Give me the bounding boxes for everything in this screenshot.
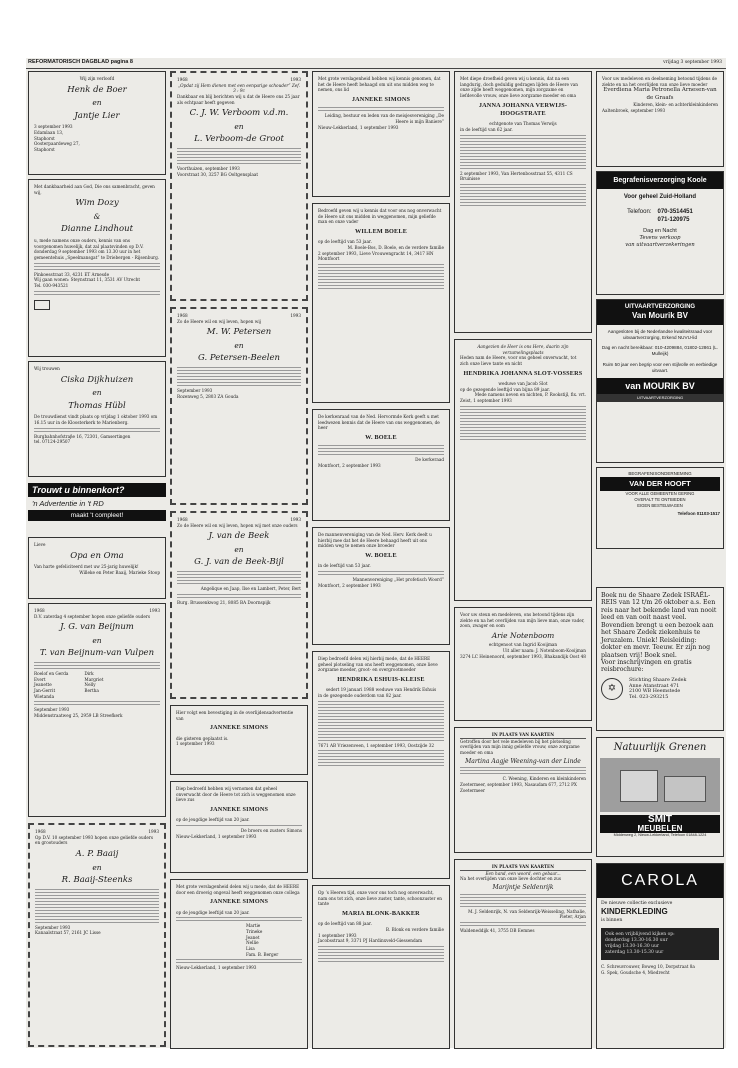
year-end: 1993 bbox=[290, 517, 301, 522]
subtext-2: op de gezegende leeftijd van bijna 89 jaar. bbox=[460, 386, 550, 392]
address: Voorstraat 30, 3257 BG Ooltgensplaat bbox=[177, 171, 259, 177]
deceased-name: JANNA JOHANNA VERWIJS-HOOGSTRATE bbox=[478, 101, 568, 118]
slogan: Dag en Nacht bbox=[643, 227, 677, 234]
death-notice-blonk bbox=[312, 885, 450, 1049]
address: Pinkoesstraat 33, 4231 ET Arnesde bbox=[34, 271, 110, 277]
address: 3274 LC Heinenoord, september 1993, Bhakandijk Oost 48 bbox=[460, 653, 586, 659]
date: Voorthuizen, september 1993 bbox=[177, 165, 240, 171]
hooft-title: VAN DER HOOFT bbox=[600, 477, 720, 491]
child-name: Nelly bbox=[84, 682, 96, 688]
org-address: Anne Atanstraat 471 bbox=[629, 683, 680, 689]
signature: M. Boele-Bos, D. Boele, en de verdere familie bbox=[347, 245, 444, 251]
body-text: Voor uw medeleven en deelneming betoond tijdens de ziekte en na het overlijden van onze lieve moeder bbox=[602, 76, 718, 87]
body-text: Heden nam de Heere, voor ons geheel onverwacht, tot zich onze lieve tante en nicht bbox=[460, 355, 577, 367]
body-text: Hier volgt een bevestiging in de overlijdensadvertentie van bbox=[176, 710, 294, 721]
date: 3 september 1993 bbox=[34, 124, 73, 130]
name-1: J. van de Beek bbox=[208, 531, 270, 542]
address: Jacobsstraat 9, 3371 PJ Hardinxveld-Giessendam bbox=[318, 938, 423, 944]
body-text: Van harte gefeliciteerd met uw 25-jarig huwelijk! bbox=[34, 564, 139, 570]
body-text: Op ’s Heeren tijd, onze voor ons toch nog onverwacht, nam ons tot zich, onze lieve zuster, tante, schoonzuster en tante bbox=[318, 890, 442, 907]
carola-brand: CAROLA bbox=[597, 864, 723, 898]
child-name: Roelof en Gerda bbox=[34, 670, 69, 676]
person-name: Arie Notenboom bbox=[491, 631, 555, 641]
newspaper-page bbox=[26, 58, 726, 1048]
year-end: 1993 bbox=[290, 77, 301, 82]
signature: Mannenvereniging „Het profetisch Woord” bbox=[352, 577, 444, 583]
anniversary-verboom bbox=[170, 71, 308, 301]
anniversary-greeting bbox=[28, 537, 166, 599]
rd-advert-line-3: maakt 't compleet! bbox=[28, 510, 166, 521]
van-der-hooft-advert bbox=[596, 467, 724, 549]
date: 1 september 1993 bbox=[176, 741, 215, 747]
death-notice-eshuis bbox=[312, 651, 450, 879]
child-name: Wietanda bbox=[34, 693, 55, 699]
date: 1 september 1993 bbox=[318, 932, 357, 938]
wedding-notice bbox=[28, 179, 166, 357]
condolence-club bbox=[312, 71, 450, 197]
name-2: Thomas Hübl bbox=[68, 400, 126, 411]
colleague-name: Jeanet bbox=[246, 934, 260, 940]
envelope-icon bbox=[34, 300, 50, 310]
and: en bbox=[234, 544, 244, 554]
subtext: echtgenote van Thomas Verwijs bbox=[489, 121, 557, 127]
telephone: Tel. 030-943521 bbox=[34, 283, 69, 288]
header-right: vrijdag 3 september 1993 bbox=[663, 60, 722, 65]
slogan: Tevens verkoop bbox=[639, 235, 681, 242]
name-1: M. W. Petersen bbox=[206, 327, 272, 338]
subtext: op de jeugdige leeftijd van 20 jaar. bbox=[176, 817, 250, 823]
children-list-1 bbox=[34, 671, 68, 699]
mourik-text: Aangesloten bij de Nederlandse kwaliteitsraad voor uitvaartverzorging, Erkend NUVU-lid bbox=[607, 328, 713, 341]
subtext: weduwe van Jacob Slot bbox=[498, 381, 548, 387]
name: Opa en Oma bbox=[70, 550, 124, 561]
intro: Met dankbaarheid aan God, Die ons samenbracht, geven wij, bbox=[34, 184, 155, 195]
telephone: tel. 07124-29507 bbox=[34, 439, 71, 445]
thanks-seldenrijk bbox=[454, 859, 592, 1049]
children-list-2 bbox=[84, 671, 103, 699]
address: Burg. Brussenkwog 21, 8085 BA Doornspijk bbox=[177, 599, 271, 605]
date: September 1993 bbox=[35, 924, 71, 930]
hooft-item: VOOR ALLE GEMEENTEN GERING bbox=[625, 491, 695, 497]
year-start: 1968 bbox=[177, 77, 188, 82]
signature: Uit aller naam: J. Notenboom-Kooijman bbox=[502, 648, 586, 654]
subtext: sedert 19 januari 1988 weduwe van Hendrik Eshuis bbox=[325, 687, 437, 693]
body-text: Met grote verslagenheid delen wij u mede, dat de HEERE door een droevig ongeval heeft weggenomen onze collega bbox=[176, 884, 300, 895]
place-date: Nieuw-Lekkerland, 1 september 1993 bbox=[318, 124, 399, 130]
name-2: Jantje Lier bbox=[74, 110, 120, 121]
address-line: Edamlaan 13, bbox=[34, 129, 64, 135]
hooft-item: EIGEN BESTELWAGEN bbox=[637, 502, 683, 508]
year-start: 1968 bbox=[35, 829, 46, 834]
thanks-notenboom bbox=[454, 607, 592, 721]
body-text: De trouwdienst vindt plaats op vrijdag 1 oktober 1993 om 16.15 uur in de Kloosterkerk te Marienberg. bbox=[34, 414, 158, 425]
colleague-name: Martie bbox=[246, 923, 261, 929]
address: Middenstraatweg 25, 2959 LB Streefkerk bbox=[34, 713, 123, 718]
anniversary-petersen bbox=[170, 307, 308, 505]
opening-row: zaterdag 13.30-15.30 uur bbox=[605, 949, 664, 955]
body-text: Op D.V. 10 september 1993 hopen onze geliefde ouders en grootouders bbox=[35, 834, 154, 846]
page-header bbox=[26, 58, 726, 69]
signature: B. Blonk en verdere familie bbox=[385, 927, 444, 933]
header-left: REFORMATORISCH DAGBLAD pagina 8 bbox=[28, 59, 133, 65]
colleague-name: Nellie bbox=[246, 940, 259, 946]
year-start: 1968 bbox=[177, 517, 188, 522]
intro: Lieve bbox=[34, 542, 46, 547]
deceased-name: HENDRIKA ESHUIS-KLEISE bbox=[337, 676, 425, 684]
smit-address: Middenweg 2, Nieuw-Lekkerland, Telefoon 01848-1224 bbox=[613, 832, 707, 837]
telephone: 071-120975 bbox=[657, 216, 690, 223]
signature: C. Weening, Kinderen en kleinkinderen bbox=[502, 776, 586, 782]
name-2: R. Baaij-Steenks bbox=[61, 875, 133, 886]
address-line: Staphorst bbox=[34, 135, 55, 141]
quote: „Opdat zij Hem dienen met een eenparige schouder” Zef. 3 : 9c bbox=[177, 82, 301, 94]
deceased-name: WILLEM BOELE bbox=[354, 228, 408, 236]
colleague-name: Fam. B. Berger bbox=[246, 951, 279, 957]
address: Rozenweg 5, 2803 ZA Gouda bbox=[177, 393, 239, 399]
body-text: Bedroefd geven wij u kennis dat voor ons nog onverwacht de Heere uit ons midden in weggenomen, mijn geliefde man en onze vader bbox=[318, 208, 442, 225]
subtext: op de leeftijd van 88 jaar. bbox=[318, 921, 372, 927]
colleague-name: Trineke bbox=[246, 929, 263, 935]
thanks-arnesen bbox=[596, 71, 724, 167]
child-name: Jeanette bbox=[34, 682, 52, 688]
deceased-name: W. BOELE bbox=[365, 552, 397, 560]
date: September 1993 bbox=[34, 707, 70, 713]
org-name: Stichting Shaare Zedek bbox=[629, 677, 687, 683]
and: en bbox=[92, 388, 102, 398]
child-name: Evert bbox=[34, 676, 46, 682]
signature: De kerkeraad bbox=[415, 457, 444, 463]
place-date: Nieuw-Lekkerland, 1 september 1993 bbox=[176, 833, 257, 839]
body-text: Dankbaar en blij berichten wij u dat de Heere ons 25 jaar als echtpaar heeft gegeven bbox=[177, 94, 300, 105]
subtext-2: in de leeftijd van 62 jaar. bbox=[460, 127, 513, 133]
body-text: Voor uw steun en medeleven, ons betoond tijdens zijn ziekte en na het overlijden van mijn lieve man, onze vader, zoon, zwager en oom bbox=[460, 612, 585, 629]
subtext: op de leeftijd van 53 jaar. bbox=[318, 239, 372, 245]
and: en bbox=[92, 862, 102, 872]
body-text: Zo de Heere wil en wij leven, hopen wij met onze ouders bbox=[177, 522, 298, 528]
wedding-notice-2 bbox=[28, 361, 166, 477]
death-notice-family bbox=[170, 781, 308, 873]
carola-advert bbox=[596, 863, 724, 1049]
smit-brand-2: MEUBELEN bbox=[600, 825, 720, 833]
death-notice-slot bbox=[454, 339, 592, 601]
name-2: G. J. van de Beek-Bijl bbox=[194, 557, 284, 568]
child-name: Margriet bbox=[84, 676, 104, 682]
child-name: Jan-Gerrit bbox=[34, 687, 56, 693]
death-notice-boele bbox=[312, 203, 450, 403]
mourik-title-2: Van Mourik BV bbox=[631, 311, 688, 321]
body-text: Getroffen door het vele medeleven bij het plotseling overlijden van mijn innig geliefde vrouw, onze zorgzame moeder en oma bbox=[460, 738, 580, 756]
smit-brand: SMIT bbox=[600, 815, 720, 825]
deceased-name: MARIA BLONK-BAKKER bbox=[342, 910, 420, 918]
signature: Leiding, bestuur en leden van de meisjesvereniging „De Heere is mijn Baniere” bbox=[324, 113, 444, 125]
colleague-list bbox=[176, 923, 302, 957]
address: 2 september 1993, Van Hertenbosstraat 55, 4311 CS Bruinisse bbox=[460, 170, 573, 182]
signature: M. J. Seldenrijk, N. van Seldenrijk-Weisseling, Nathalie, Pieter, Arjan bbox=[468, 908, 586, 920]
hooft-pre: BEGRAFENISONDERNEMING bbox=[628, 471, 692, 476]
address-line: Staphorst bbox=[34, 146, 55, 152]
death-notice-mens-club bbox=[312, 527, 450, 645]
place-date: Nieuw-Lekkerland, 1 september 1993 bbox=[176, 965, 257, 971]
quote: Aangezien de Heer is ons Here, daarin zijn verzamelingsplaats bbox=[477, 344, 569, 355]
body-text: Met diepe droefheid geven wij u kennis, dat na een langdurig, doch geduldig gedragen lijden de Heere van onze zijde heeft weggenomen, mijn zorgzame en liefdevolle vrouw, onze lieve zorgzame moeder en oma bbox=[460, 76, 578, 99]
signature: Willeke en Peter Baaij, Marieke Stoop bbox=[79, 569, 160, 575]
carola-title: KINDERKLEDING bbox=[601, 906, 668, 916]
subtext: in de leeftijd van 53 jaar. bbox=[318, 563, 371, 569]
child-name: Dirk bbox=[84, 670, 94, 676]
opening-row: vrijdag 13.30-16.30 uur bbox=[605, 943, 660, 949]
mourik-title bbox=[597, 300, 723, 325]
body-text: Na het overlijden van onze lieve dochter en zus bbox=[460, 876, 561, 882]
body-text: D.V. zaterdag 4 september hopen onze geliefde ouders bbox=[34, 613, 150, 619]
body-text: De kerkenraad van de Ned. Hervormde Kerk geeft u met leedwezen kennis dat de Heere van ons weggenomen, de heer bbox=[318, 414, 440, 431]
body-text: Diep bedroefd delen wij hierbij mede, dat de HEERE geheel plotseling van ons heeft weggenomen, onze lieve zorgzame moeder, groot- en overgrootmoeder bbox=[318, 656, 438, 673]
carola-address: G. Spek, Goudsche 4, Miedrecht bbox=[601, 969, 670, 975]
notice-heading: IN PLAATS VAN KAARTEN bbox=[460, 864, 586, 871]
address-line: Oosterpaardeweg 27, bbox=[34, 141, 80, 147]
year-end: 1993 bbox=[149, 608, 160, 613]
and: en bbox=[92, 98, 102, 108]
date: September 1993 bbox=[177, 387, 213, 393]
person-name: Marijntje Seldenrijk bbox=[492, 884, 554, 892]
address: Wij gaan wonen: Steynstraat 11, 3531 AV Utrecht bbox=[34, 277, 141, 283]
body-text: Zo de Heere wil en wij leven, hopen wij bbox=[177, 318, 261, 324]
death-notice-verwijs bbox=[454, 71, 592, 333]
name-2: Dianne Lindhout bbox=[60, 224, 134, 235]
rd-advert-line-1: Trouwt u binnenkort? bbox=[28, 483, 166, 497]
colleague-name: Lisa bbox=[246, 946, 255, 952]
subtext: echtgenoot van Ingrid Kooijman bbox=[488, 642, 558, 648]
anniversary-van-de-beek bbox=[170, 511, 308, 699]
hooft-item: OVERALT TE ONTBIEDEN bbox=[634, 496, 686, 502]
rd-advert bbox=[28, 483, 166, 531]
name-2: G. Petersen-Beelen bbox=[197, 353, 281, 364]
mourik-title-1: UITVAARTVERZORGING bbox=[624, 304, 696, 310]
death-notice-confirmation bbox=[170, 705, 308, 775]
opening-hours-title: Ook een vrijblijvend kijken op: bbox=[605, 931, 675, 937]
and: en bbox=[92, 635, 102, 645]
death-notice-colleagues bbox=[170, 879, 308, 1049]
signature: Angelique en Jaap, Ilse en Lambert, Peter, Bert bbox=[200, 585, 301, 591]
engagement-notice bbox=[28, 71, 166, 175]
and: en bbox=[234, 121, 244, 131]
person-name: Everdiena Maria Petronella Arnesen-van de Graafs bbox=[603, 87, 717, 101]
year-start: 1968 bbox=[34, 608, 45, 613]
death-notice-church bbox=[312, 409, 450, 521]
org-telephone: Tel. 023-293215 bbox=[629, 695, 669, 701]
intro: Wij zijn verloofd bbox=[79, 76, 115, 81]
koole-title: Begrafenisverzorging Koole bbox=[597, 172, 723, 189]
carola-sub: De nieuwe collectie exclusieve bbox=[601, 900, 673, 906]
body-text: u, mede namens onze ouders, kennis van ons voorgenomen huwelijk, dat zal plaatsvinden op D.V. donderdag 9 september 1993 om 13.30 uur in het gemeentehuis „Speelmansgat” te Driebergen - Rijsenburg. bbox=[34, 237, 160, 260]
and: en bbox=[234, 340, 244, 350]
smit-meubelen-advert bbox=[596, 737, 724, 857]
koole-advert bbox=[596, 171, 724, 295]
signature: Mede namens neven en nichten, P. Rookstijl, fix. vrt. bbox=[474, 392, 586, 398]
opening-hours bbox=[601, 928, 719, 960]
name-1: Henk de Boer bbox=[67, 84, 127, 95]
deceased-name: HENDRIKA JOHANNA SLOT-VOSSERS bbox=[463, 369, 583, 377]
body-text: Met grote verslagenheid hebben wij kennis genomen, dat het de Heere heeft behaagd om uit ons midden weg te nemen, ons lid bbox=[318, 76, 441, 93]
name-2: L. Verboom-de Groot bbox=[194, 134, 284, 145]
mourik-footer: UITVAARTVERZORGING bbox=[597, 394, 723, 401]
name-1: Ciska Dijkhuizen bbox=[60, 374, 134, 385]
person-name: Martina Aagje Weening-van der Linde bbox=[465, 757, 581, 765]
mourik-slogan: Ruim 50 jaar een begrip voor een stijlvolle en eerbiedige uitvaart. bbox=[602, 361, 718, 373]
opening-row: donderdag 13.30-16.30 uur bbox=[605, 937, 668, 943]
mourik-telephone: Dag en nacht bereikbaar: 010-4209884, 01802-12861 (L. Mulleijk) bbox=[601, 345, 719, 357]
name-1: C. J. W. Verboom v.d.m. bbox=[189, 108, 289, 119]
telephone: 070-3514451 bbox=[657, 208, 693, 215]
deceased-name: JANNEKE SIMONS bbox=[209, 724, 269, 732]
carola-sub-2: is binnen bbox=[601, 917, 623, 923]
trip-text: Boek nu de Shaare Zedek ISRAËL-REIS van 12 t/m 26 oktober a.s. Een reis naar het bekende land van nooit leed en van ooit naast veel. Bovendien brengt u een bezoek aan het Shaare Zedek ziekenhuis te Jeruzalem. Uniek! Reisleiding: dokter en mevr. Teeuw. Er zijn nog plaatsen vrij! Boek snel. bbox=[601, 592, 717, 659]
place-date: Zeist, 1 september 1993 bbox=[460, 398, 512, 404]
trip-subtext: Voor inschrijvingen en gratis reisbrochure: bbox=[601, 658, 692, 674]
name-1: A. P. Baaij bbox=[75, 849, 119, 860]
signature: De broers en zusters Simons bbox=[240, 828, 302, 834]
address: Waldeneddijk 41, 3755 DB Eemnes bbox=[460, 927, 535, 933]
body-text: Diep bedroefd hebben wij vernomen dat geheel onverwacht door de Heere tot zich is weggenomen onze lieve zus bbox=[176, 786, 296, 803]
address: 2 september 1993, Lieve Vrouwengracht 14, 3417 HN Montfoort bbox=[318, 250, 434, 262]
place-date: Aaltenbroek, september 1993 bbox=[602, 107, 666, 113]
place-date: Montfoort, 2 september 1993 bbox=[318, 463, 381, 469]
deceased-name: JANNEKE SIMONS bbox=[209, 898, 269, 906]
mourik-brand: van MOURIK BV bbox=[597, 378, 723, 394]
subtext: op de jeugdige leeftijd van 20 jaar. bbox=[176, 909, 250, 915]
subtext-2: in de gezegende ouderdom van 82 jaar. bbox=[318, 693, 402, 699]
child-name: Bertha bbox=[84, 687, 99, 693]
furniture-image bbox=[600, 758, 720, 812]
quote: Een hand, een woord, een gebaar... bbox=[485, 870, 561, 876]
intro: Wij trouwen bbox=[34, 366, 60, 371]
rd-advert-line-2: 'n Advertentie in 't RD bbox=[32, 499, 104, 508]
deceased-name: W. BOELE bbox=[365, 434, 397, 442]
address: 7671 AB Vriezenveen, 1 september 1993, Oostzijde 32 bbox=[318, 742, 435, 748]
year-end: 1993 bbox=[290, 313, 301, 318]
org-address: 2100 WB Heemstede bbox=[629, 689, 681, 695]
thanks-weening bbox=[454, 727, 592, 853]
name-2: T. van Beijnum-van Vulpen bbox=[39, 648, 155, 659]
address: Kanaalstraat 57, 2161 JC Lisse bbox=[35, 930, 101, 936]
anniversary-notice-2 bbox=[28, 823, 166, 1047]
subtext: die gisteren geplaatst is. bbox=[176, 735, 229, 741]
koole-region: Voor geheel Zuid-Holland bbox=[623, 194, 697, 201]
address: Zoetermeer, september 1993, Nasaudam 677, 2712 PX Zoetermeer bbox=[460, 781, 577, 793]
slogan: van uitvaartverzekeringen bbox=[625, 242, 695, 249]
hooft-telephone: Telefoon 01103-1517 bbox=[677, 511, 720, 517]
signature: Kinderen, klein- en achterkleinkinderen bbox=[633, 102, 718, 108]
anniversary-notice bbox=[28, 603, 166, 817]
name-1: Wim Dozy bbox=[75, 198, 119, 209]
and: & bbox=[93, 211, 101, 221]
deceased-name: JANNEKE SIMONS bbox=[351, 96, 411, 104]
year-start: 1968 bbox=[177, 313, 188, 318]
address: Burgbahnhofstraβe 16, 72301, Gamsertingen bbox=[34, 433, 131, 439]
van-mourik-advert bbox=[596, 299, 724, 463]
place-date: Montfoort, 2 september 1993 bbox=[318, 582, 381, 588]
carola-address: C. Schreuvrouwer, Boweg 10, Dorpstraat 8a bbox=[601, 964, 695, 970]
star-of-david-icon: ✡ bbox=[601, 678, 623, 700]
body-text: De mannenvereniging van de Ned. Herv. Kerk deelt u hierbij mee dat het de Heere behaagd heeft uit ons midden weg te nemen onze broeder bbox=[318, 532, 432, 549]
name-1: J. G. van Beijnum bbox=[60, 622, 134, 633]
tel-label: Telefoon: bbox=[627, 208, 652, 215]
deceased-name: JANNEKE SIMONS bbox=[209, 806, 269, 814]
grenen-title: Natuurlijk Grenen bbox=[613, 742, 707, 753]
year-end: 1993 bbox=[148, 829, 159, 834]
notice-heading: IN PLAATS VAN KAARTEN bbox=[460, 732, 586, 739]
israel-trip-advert bbox=[596, 587, 724, 731]
